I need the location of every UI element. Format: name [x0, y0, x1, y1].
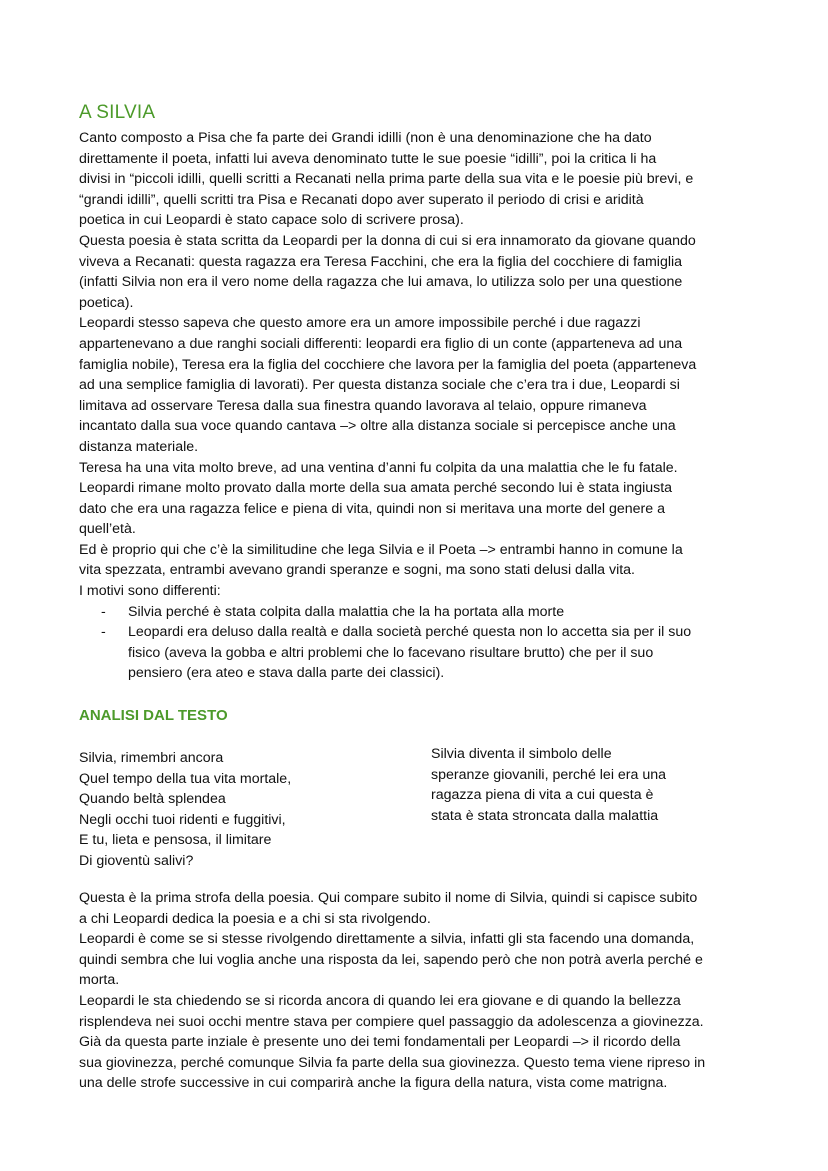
section-title: ANALISI DAL TESTO	[79, 707, 228, 725]
text-line: poetica).	[79, 294, 134, 311]
note-line: Silvia diventa il simbolo delle	[431, 746, 612, 763]
text-line: Silvia perché è stata colpita dalla malattia che la ha portata alla morte	[128, 603, 565, 620]
poem-section	[79, 748, 759, 888]
list-item	[101, 622, 759, 684]
bullet-dash: -	[101, 624, 106, 641]
analysis-text	[79, 888, 759, 1094]
intro-text	[79, 128, 759, 602]
side-note	[431, 744, 711, 826]
text-line: quindi sembra che lui voglia anche una risposta da lei, sapendo però che non potrà averla perché e	[79, 951, 703, 968]
text-line: vita spezzata, entrambi avevano grandi speranze e sogni, ma sono stati delusi dalla vita.	[79, 562, 635, 579]
text-line: incantato dalla sua voce quando cantava –> oltre alla distanza sociale si percepisce anche una	[79, 418, 676, 435]
text-line: Canto composto a Pisa che fa parte dei Grandi idilli (non è una denominazione che ha dato	[79, 130, 652, 146]
text-line: (infatti Silvia non era il vero nome della ragazza che lui amava, lo utilizza solo per una questione	[79, 274, 683, 291]
text-line: ad una semplice famiglia di lavorati). Per questa distanza sociale che c’era tra i due, Leopardi si	[79, 377, 680, 394]
note-line: ragazza piena di vita a cui questa è	[431, 787, 654, 804]
text-line: pensiero (era ateo e stava dalla parte dei classici).	[128, 665, 445, 682]
text-line: morta.	[79, 972, 120, 989]
text-line: viveva a Recanati: questa ragazza era Teresa Facchini, che era la figlia del cocchiere di famiglia	[79, 253, 683, 270]
text-line: Già da questa parte inziale è presente uno dei temi fondamentali per Leopardi –> il ricordo della	[79, 1034, 681, 1051]
text-line: Ed è proprio qui che c’è la similitudine che lega Silvia e il Poeta –> entrambi hanno in comune la	[79, 541, 683, 558]
text-line: I motivi sono differenti:	[79, 583, 221, 600]
text-line: Questa poesia è stata scritta da Leopardi per la donna di cui si era innamorato da giovane quando	[79, 232, 696, 249]
poem-line: Silvia, rimembri ancora	[79, 750, 224, 767]
document-page	[79, 100, 759, 1094]
text-line: a chi Leopardi dedica la poesia e a chi si sta rivolgendo.	[79, 910, 431, 927]
text-line: distanza materiale.	[79, 438, 199, 455]
text-line: sua giovinezza, perché comunque Silvia fa parte della sua giovinezza. Questo tema viene ripreso in	[79, 1054, 706, 1071]
text-line: Leopardi è come se si stesse rivolgendo direttamente a silvia, infatti gli sta facendo una domanda,	[79, 931, 695, 948]
text-line: Leopardi stesso sapeva che questo amore era un amore impossibile perché i due ragazzi	[79, 315, 641, 332]
note-line: speranze giovanili, perché lei era una	[431, 766, 667, 783]
text-line: famiglia nobile), Teresa era la figlia del cocchiere che lavora per la famiglia del poeta (apparteneva	[79, 356, 697, 373]
text-line: direttamente il poeta, infatti lui aveva denominato tutte le sue poesie “idilli”, poi la critica li ha	[79, 150, 657, 167]
list-item	[101, 602, 759, 623]
text-line: quell’età.	[79, 521, 136, 538]
text-line: risplendeva nei suoi occhi mentre stava per compiere quel passaggio da adolescenza a giovinezza.	[79, 1013, 704, 1030]
text-line: Teresa ha una vita molto breve, ad una ventina d’anni fu colpita da una malattia che le fu fatale.	[79, 459, 678, 476]
text-line: “grandi idilli”, quelli scritti tra Pisa e Recanati dopo aver superato il periodo di crisi e aridità	[79, 191, 644, 208]
poem-line: E tu, lieta e pensosa, il limitare	[79, 832, 272, 849]
document-title: A SILVIA	[79, 102, 156, 123]
text-line: divisi in “piccoli idilli, quelli scritti a Recanati nella prima parte della sua vita e le poesie più brevi, e	[79, 171, 694, 188]
bullet-dash: -	[101, 603, 106, 620]
poem-line: Quel tempo della tua vita mortale,	[79, 770, 292, 787]
poem-stanza	[79, 748, 409, 872]
note-line: stata è stata stroncata dalla malattia	[431, 807, 659, 824]
text-line: Leopardi rimane molto provato dalla morte della sua amata perché secondo lui è stata ingiusta	[79, 480, 673, 497]
poem-line: Quando beltà splendea	[79, 791, 226, 808]
poem-line: Di gioventù salivi?	[79, 853, 194, 869]
text-line: Leopardi era deluso dalla realtà e dalla società perché questa non lo accetta sia per il suo	[128, 624, 692, 641]
text-line: una delle strofe successive in cui comparirà anche la figura della natura, vista come matrigna.	[79, 1075, 668, 1092]
text-line: poetica in cui Leopardi è stato capace solo di scrivere prosa).	[79, 212, 464, 229]
text-line: fisico (aveva la gobba e altri problemi che lo facevano risultare brutto) che per il suo	[128, 644, 654, 661]
text-line: dato che era una ragazza felice e piena di vita, quindi non si meritava una morte del genere a	[79, 500, 665, 517]
text-line: limitava ad osservare Teresa dalla sua finestra quando lavorava al telaio, oppure rimaneva	[79, 397, 647, 414]
text-line: Questa è la prima strofa della poesia. Qui compare subito il nome di Silvia, quindi si capisce subito	[79, 890, 698, 907]
text-line: Leopardi le sta chiedendo se si ricorda ancora di quando lei era giovane e di quando la bellezza	[79, 993, 681, 1009]
poem-line: Negli occhi tuoi ridenti e fuggitivi,	[79, 811, 286, 828]
text-line: appartenevano a due ranghi sociali differenti: leopardi era figlio di un conte (apparteneva ad una	[79, 335, 683, 352]
motives-list	[79, 602, 759, 684]
